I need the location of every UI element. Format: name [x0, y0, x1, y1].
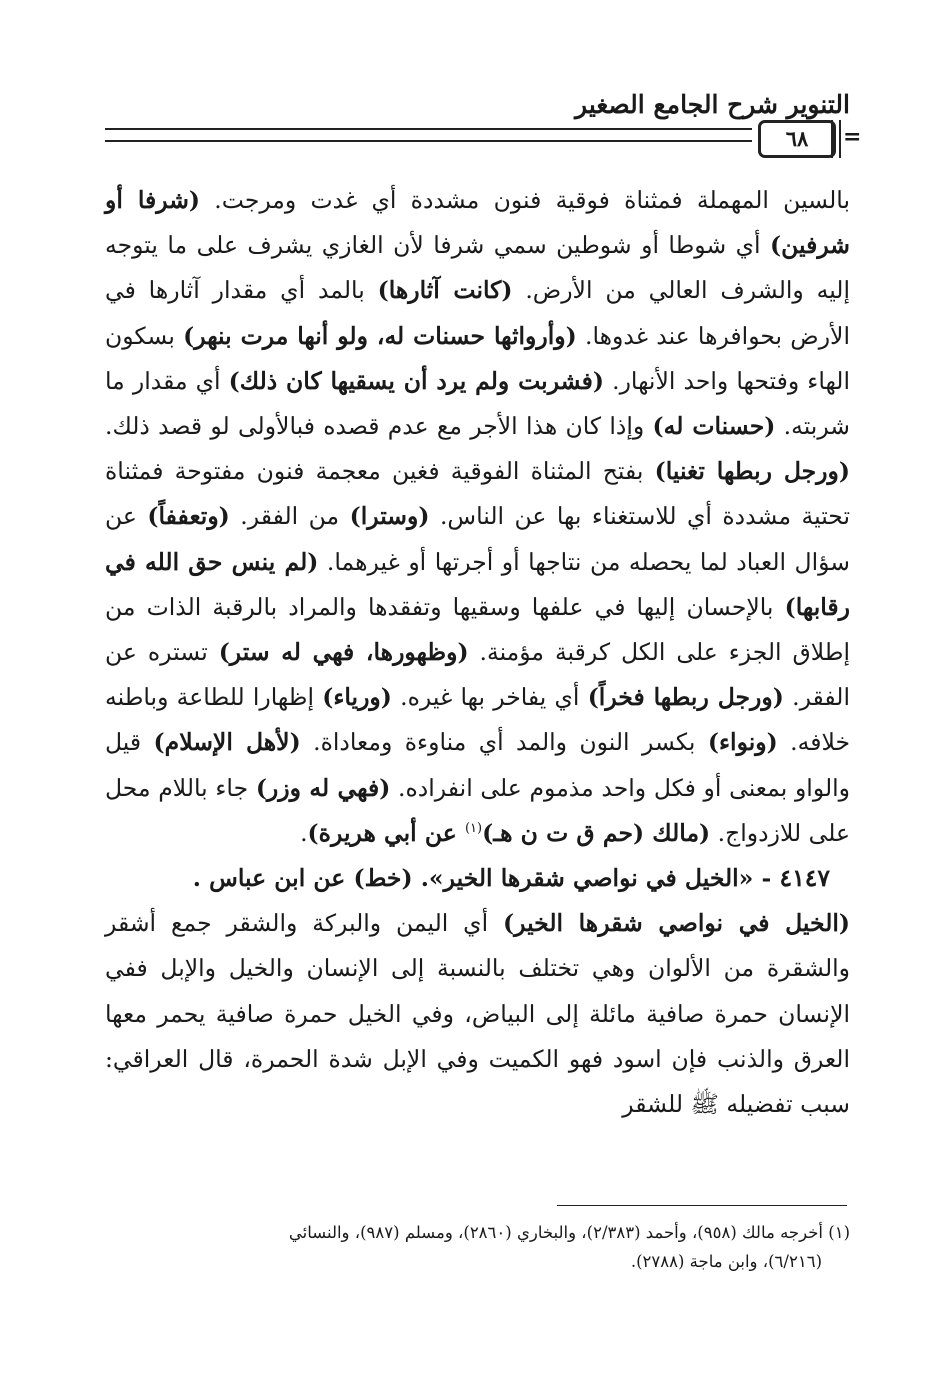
hadith-heading	[105, 856, 850, 901]
text-run: قيل والواو بمعنى أو فكل واحد مذموم على انفراده.	[105, 728, 850, 802]
footnote-item: (١) أخرجه مالك (٩٥٨)، وأحمد (٢/٣٨٣)، والبخاري (٢٨٦٠)، ومسلم (٩٨٧)، والنسائي	[288, 1223, 850, 1242]
text-run: عن سؤال العباد لما يحصله من نتاجها أو أجرتها أو غيرهما.	[105, 502, 850, 576]
text-run: أي مقدار ما شربته.	[105, 366, 850, 441]
quoted-phrase: (وسترا)	[349, 502, 430, 531]
text-run: أي اليمن والبركة والشقر جمع أشقر والشقرة من الألوان وهي تختلف بالنسبة إلى الإنسان والخيل والإبل ففي الإنسان حمرة صافية مائلة إلى البياض، وفي الخيل حمرة صافية يحمر معها العرق والذنب فإن اسود فهو الكميت وفي الإبل شدة الحمرة، قال العراقي: سبب تفضيله ﷺ للشقر	[105, 909, 850, 1119]
quoted-phrase: (ورجل ربطها تغنيا)	[654, 457, 850, 486]
text-run: بالسين المهملة فمثناة فوقية فنون مشددة أي غدت ومرجت.	[200, 186, 850, 214]
text-run: وإذا كان هذا الأجر مع عدم قصده فبالأولى لو قصد ذلك.	[105, 412, 653, 441]
page-header	[105, 90, 862, 160]
text-run: بكسر النون والمد أي مناوءة ومعاداة.	[300, 728, 708, 757]
quoted-phrase: (كانت آثارها)	[377, 276, 513, 305]
running-title: التنوير شرح الجامع الصغير	[575, 90, 850, 119]
quoted-phrase: (ونواء)	[707, 728, 778, 757]
text-run: أي شوطا أو شوطين سمي شرفا لأن الغازي يشرف على ما يتوجه إليه والشرف العالي من الأرض.	[105, 231, 850, 305]
quoted-phrase: (ورياء)	[322, 683, 392, 712]
quoted-phrase: (الخيل في نواصي شقرها الخير)	[503, 909, 851, 938]
quoted-phrase: (وظهورها، فهي له ستر)	[218, 638, 469, 667]
hadith-number: ٤١٤٧	[779, 864, 830, 893]
text-run: من الفقر.	[229, 502, 350, 531]
commentary-paragraph	[105, 178, 850, 856]
text-run: تستره عن الفقر.	[105, 638, 850, 712]
header-equals-mark: =	[843, 124, 862, 150]
footnote-separator	[557, 1205, 847, 1206]
quoted-phrase: (ورجل ربطها فخراً)	[587, 683, 784, 712]
commentary-paragraph	[105, 901, 850, 1127]
text-run: بسكون الهاء وفتحها واحد الأنهار.	[105, 321, 850, 395]
text-run: جاء باللام محل على للازدواج.	[105, 773, 850, 847]
hadith-text: - «الخيل في نواصي شقرها الخير». (خط) عن ابن عباس .	[192, 864, 780, 893]
source-citation: (مالك (حم ق ت ن هـ)	[482, 818, 711, 847]
quoted-phrase: (فهي له وزر)	[255, 773, 391, 802]
quoted-phrase: (فشربت ولم يرد أن يسقيها كان ذلك)	[228, 366, 604, 395]
quoted-phrase: (حسنات له)	[652, 412, 776, 441]
text-run: بفتح المثناة الفوقية فغين معجمة فنون مفتوحة فمثناة تحتية مشددة أي للاستغناء بها عن الناس.	[105, 457, 850, 531]
footnote-reference[interactable]: (١)	[464, 821, 483, 837]
quoted-phrase: (لأهل الإسلام)	[153, 728, 301, 757]
quoted-phrase: (شرفا أو شرفين)	[105, 186, 850, 260]
text-run: إظهارا للطاعة وباطنه خلافه.	[105, 683, 850, 757]
header-rule-top	[105, 128, 752, 130]
main-text	[105, 178, 850, 1127]
text-run: بالمد أي مقدار آثارها في الأرض بحوافرها عند غدوها.	[105, 276, 850, 350]
footnotes	[105, 1218, 850, 1276]
text-run: بالإحسان إليها في علفها وسقيها وتفقدها والمراد بالرقبة الذات من إطلاق الجزء على الكل كرقبة مؤمنة.	[105, 592, 851, 667]
page-number: ٦٨	[758, 120, 836, 158]
quoted-phrase: (وأرواثها حسنات له، ولو أنها مرت بنهر)	[183, 321, 577, 350]
footnote-item-continuation: (٦/٢١٦)، وابن ماجة (٢٧٨٨).	[630, 1252, 822, 1271]
header-rule-bottom	[105, 140, 752, 142]
text-run: أي يفاخر بها غيره.	[391, 683, 588, 712]
source-citation: عن أبي هريرة)	[307, 818, 465, 847]
text-run: .	[300, 818, 308, 847]
quoted-phrase: (وتعففاً)	[147, 502, 230, 531]
quoted-phrase: (لم ينس حق الله في رقابها)	[105, 547, 850, 621]
